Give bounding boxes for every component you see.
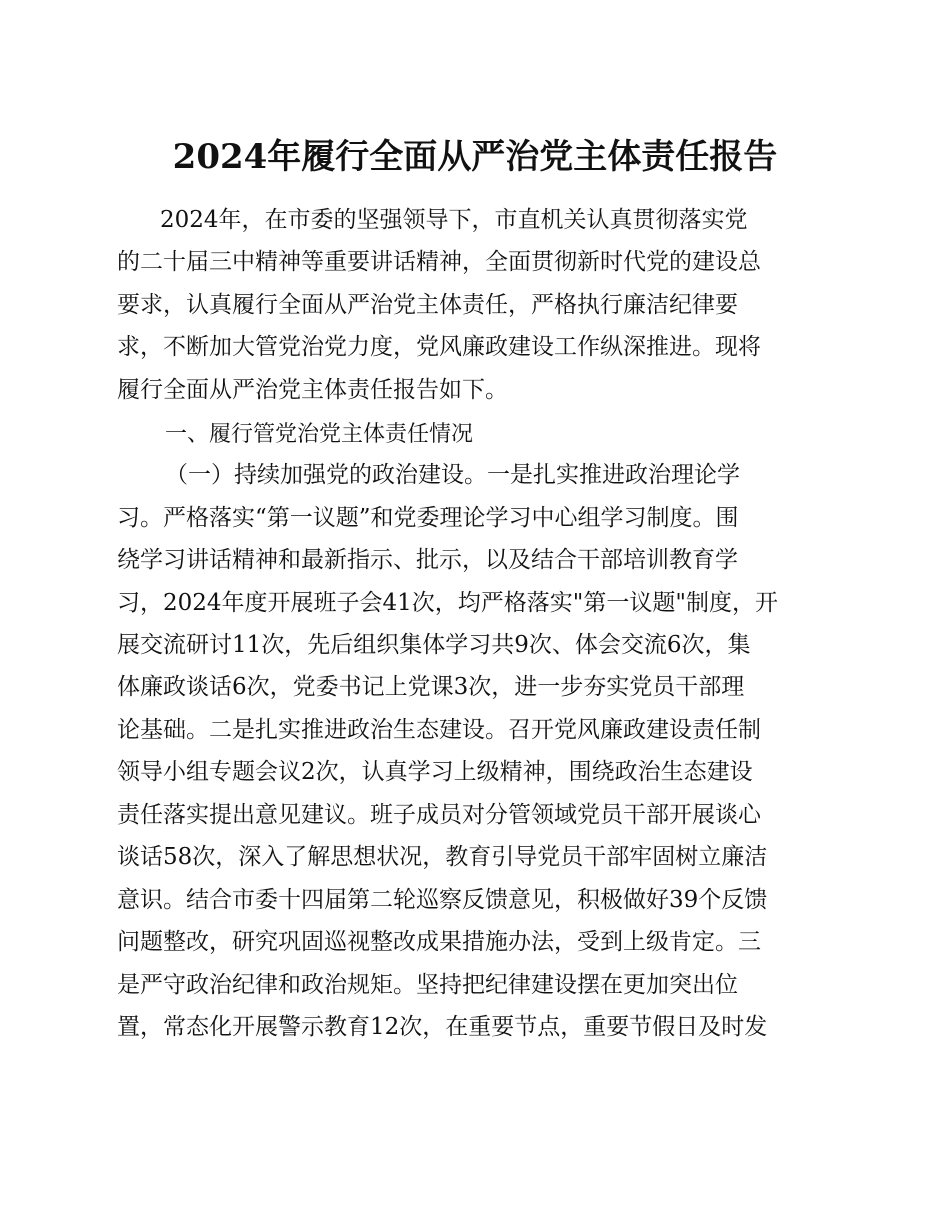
paragraph-line: 求，不断加大管党治党力度，党风廉政建设工作纵深推进。现将 <box>117 334 761 360</box>
paragraph-line: 谈话58次，深入了解思想状况，教育引导党员干部牢固树立廉洁 <box>117 844 768 870</box>
paragraph-line: 绕学习讲话精神和最新指示、批示，以及结合干部培训教育学 <box>117 547 738 573</box>
paragraph-line: 习。严格落实“第一议题”和党委理论学习中心组学习制度。围 <box>117 505 739 531</box>
paragraph-line: 展交流研讨11次，先后组织集体学习共9次、体会交流6次，集 <box>117 632 751 658</box>
paragraph-line: 置，常态化开展警示教育12次，在重要节点，重要节假日及时发 <box>117 1014 768 1040</box>
paragraph-line: 问题整改，研究巩固巡视整改成果措施办法，受到上级肯定。三 <box>117 929 761 955</box>
document-title: 2024年履行全面从严治党主体责任报告 <box>172 137 778 177</box>
section-heading: 一、履行管党治党主体责任情况 <box>165 422 474 447</box>
paragraph-line: 意识。结合市委十四届第二轮巡察反馈意见，积极做好39个反馈 <box>117 887 768 913</box>
paragraph-line: 是严守政治纪律和政治规矩。坚持把纪律建设摆在更加突出位 <box>117 972 738 998</box>
paragraph-line: 习，2024年度开展班子会41次，均严格落实"第一议题"制度，开 <box>117 590 778 616</box>
paragraph-line: （一）持续加强党的政治建设。一是扎实推进政治理论学 <box>165 462 740 488</box>
paragraph-line: 履行全面从严治党主体责任报告如下。 <box>117 377 508 403</box>
paragraph-line: 领导小组专题会议2次，认真学习上级精神，围绕政治生态建设 <box>117 759 753 785</box>
paragraph-line: 责任落实提出意见建议。班子成员对分管领域党员干部开展谈心 <box>117 802 761 828</box>
paragraph-line: 论基础。二是扎实推进政治生态建设。召开党风廉政建设责任制 <box>117 717 761 743</box>
paragraph-line: 的二十届三中精神等重要讲话精神，全面贯彻新时代党的建设总 <box>117 249 761 275</box>
paragraph-line: 2024年，在市委的坚强领导下，市直机关认真贯彻落实党 <box>160 207 748 233</box>
paragraph-line: 要求，认真履行全面从严治党主体责任，严格执行廉洁纪律要 <box>117 292 738 318</box>
paragraph-line: 体廉政谈话6次，党委书记上党课3次，进一步夯实党员干部理 <box>117 674 745 700</box>
